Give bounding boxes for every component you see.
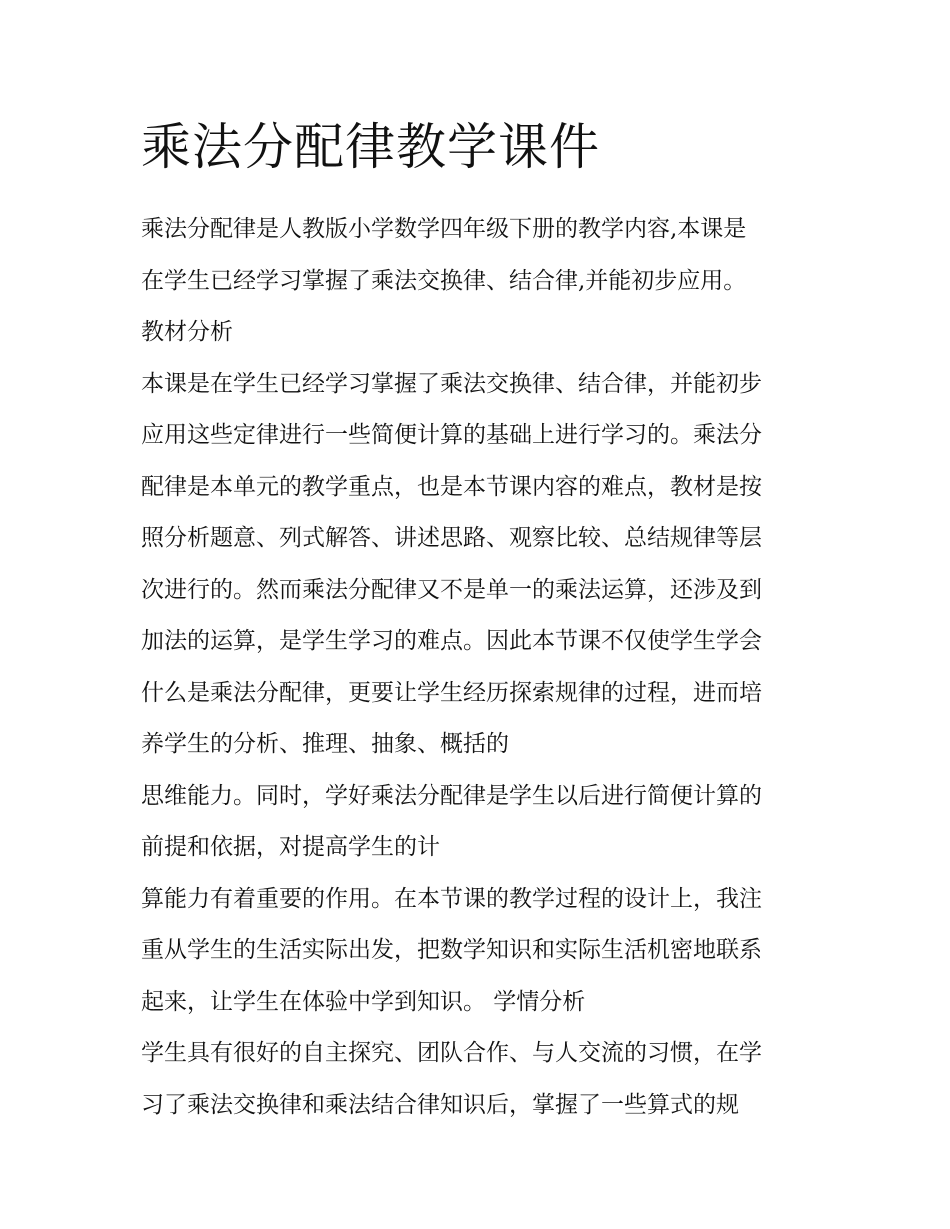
text-line: 前提和依据，对提高学生的计 xyxy=(141,834,440,860)
text-line: 思维能力。同时，学好乘法分配律是学生以后进行简便计算的 xyxy=(141,782,762,809)
text-line: 什么是乘法分配律，更要让学生经历探索规律的过程，进而培 xyxy=(141,679,762,706)
text-line: 照分析题意、列式解答、讲述思路、观察比较、总结规律等层 xyxy=(141,525,762,551)
text-line: 养学生的分析、推理、抽象、概括的 xyxy=(141,731,509,757)
text-line: 本课是在学生已经学习掌握了乘法交换律、结合律，并能初步 xyxy=(141,370,762,397)
document-title: 乘法分配律教学课件 xyxy=(141,118,600,176)
text-line: 重从学生的生活实际出发，把数学知识和实际生活机密地联系 xyxy=(141,937,762,963)
text-line: 配律是本单元的教学重点，也是本节课内容的难点，教材是按 xyxy=(141,473,762,500)
text-line: 次进行的。然而乘法分配律又不是单一的乘法运算，还涉及到 xyxy=(141,576,762,603)
text-line: 应用这些定律进行一些简便计算的基础上进行学习的。乘法分 xyxy=(141,422,762,448)
section-heading-textbook-analysis: 教材分析 xyxy=(141,319,233,345)
text-line: 起来，让学生在体验中学到知识。 学情分析 xyxy=(141,988,586,1015)
text-line: 加法的运算，是学生学习的难点。因此本节课不仅使学生学会 xyxy=(141,628,762,654)
text-line: 算能力有着重要的作用。在本节课的教学过程的设计上，我注 xyxy=(141,885,762,912)
document-page xyxy=(141,112,821,1131)
text-line: 在学生已经学习掌握了乘法交换律、结合律,并能初步应用。 xyxy=(141,267,747,294)
text-line: 学生具有很好的自主探究、团队合作、与人交流的习惯，在学 xyxy=(141,1040,762,1066)
document-body xyxy=(141,204,821,1131)
text-line: 习了乘法交换律和乘法结合律知识后，掌握了一些算式的规 xyxy=(141,1091,739,1118)
text-line: 乘法分配律是人教版小学数学四年级下册的教学内容,本课是 xyxy=(141,216,747,242)
